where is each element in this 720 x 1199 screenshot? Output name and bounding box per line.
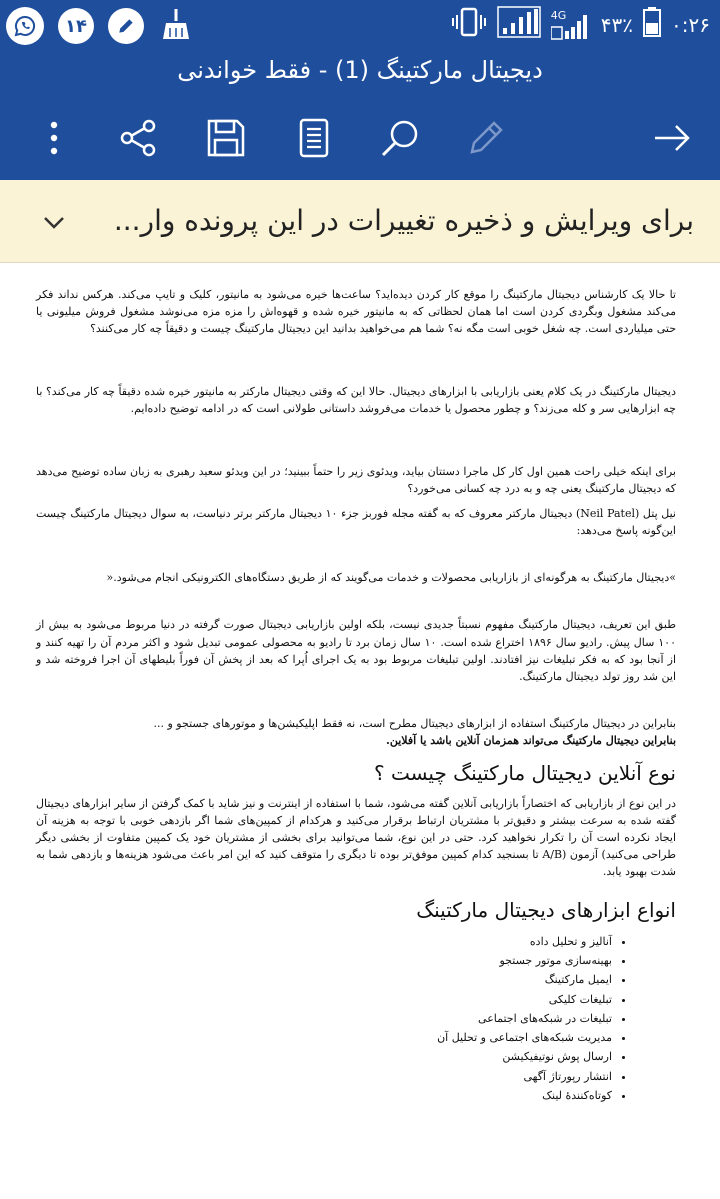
- battery-percent: ۴۳٪: [600, 12, 634, 37]
- paragraph: تا حالا یک کارشناس دیجیتال مارکتینگ را موقع کار کردن دیده‌اید؟ ساعت‌ها خیره می‌شود به مانیتور، کلیک و تایپ می‌کند. هرکس نداند فکر می‌کند مشغول وبگردی کردن است اما همان لحظاتی که به مانیتور خیره شده و قهوه‌اش را مزه مزه می‌نوشد مشغول فروش میلیونی یا حتی میلیاردی است. چه شغل خوبی است مگه نه؟ شما هم می‌خواهید بدانید این دیجیتال مارکتینگ چیست و دقیقاً چه کار می‌کنند؟: [36, 288, 676, 336]
- section-heading: نوع آنلاین دیجیتال مارکتینگ چیست ؟: [373, 760, 676, 785]
- cleaner-icon: [158, 6, 194, 46]
- quote-paragraph: »دیجیتال مارکتینگ به هرگونه‌ای از بازاریابی محصولات و خدمات می‌گویند که از طریق دستگاه‌های الکترونیکی انجام می‌شود.«: [106, 571, 676, 585]
- banner-message: برای ویرایش و ذخیره تغییرات در این پرونده وار...: [113, 204, 694, 237]
- list-item: • تبلیغات در شبکه‌های اجتماعی: [36, 1009, 612, 1028]
- section-heading: انواع ابزارهای دیجیتال مارکتینگ: [416, 897, 676, 922]
- document-title: دیجیتال مارکتینگ (1) - فقط خواندنی: [177, 56, 543, 84]
- share-icon[interactable]: [110, 110, 166, 166]
- paragraph: در این نوع از بازاریابی که اختصاراً بازاریابی آنلاین گفته می‌شود، شما با استفاده از اینترنت و نیز شاید با کمک گرفتن از سایر ابزارهای دیجیتال گفته شده به سرعت بیشتر و دقیق‌تر با مشتریان ارتباط برقرار می‌کنید و هرکدام از کمپین‌های شما اگر بازدهی خوبی با توجه به هزینه آن ایجاد نکرده است آن را تکرار نخواهید کرد. حتی در این نوع، شما می‌توانید برای بخشی از مشتریان خود یک کمپین متفاوت از بخشی دیگر طراحی می‌کنید) آزمون (A/B تا بسنجید کدام کمپین موفق‌تر بوده تا دیگری را متوقف کنید که این امر باعث می‌شود هزینه‌ها و بازدهی شما به شدت بهبود یابد.: [36, 796, 676, 878]
- list-item: • آنالیز و تحلیل داده: [36, 932, 612, 951]
- notification-badge: ۱۴: [58, 8, 94, 44]
- chevron-down-icon[interactable]: [38, 206, 70, 238]
- status-bar: [0, 0, 720, 50]
- toolbar: [0, 110, 720, 174]
- list-item: • مدیریت شبکه‌های اجتماعی و تحلیل آن: [36, 1028, 612, 1047]
- battery-icon: [643, 7, 661, 42]
- page-view-icon[interactable]: [286, 110, 342, 166]
- list-item: • بهینه‌سازی موتور جستجو: [36, 951, 612, 970]
- list-item: • ارسال پوش نوتیفیکیشن: [36, 1047, 612, 1066]
- signal-icon: [497, 6, 541, 43]
- save-icon[interactable]: [198, 110, 254, 166]
- paragraph: بنابراین در دیجیتال مارکتینگ استفاده از ابزارهای دیجیتال مطرح است، نه فقط اپلیکیشن‌ها و موتورهای جستجو و ...: [153, 716, 676, 730]
- list-item: • تبلیغات کلیکی: [36, 990, 612, 1009]
- tools-list: [36, 932, 676, 1105]
- read-only-banner[interactable]: [0, 180, 720, 263]
- bold-paragraph: بنابراین دیجیتال مارکتینگ می‌تواند همزمان آنلاین باشد یا آفلاین.: [386, 733, 676, 747]
- search-icon[interactable]: [372, 110, 428, 166]
- paragraph: برای اینکه خیلی راحت همین اول کار کل ماجرا دستتان بیاید، ویدئوی زیر را حتماً ببینید؛ در این ویدئو سعید رهبری به زبان ساده توضیح می‌دهد که دیجیتال مارکتینگ یعنی چه و به درد چه کسانی می‌خورد؟: [36, 465, 676, 496]
- list-item: • کوتاه‌کنندهٔ لینک: [36, 1086, 612, 1105]
- app-header: [0, 50, 720, 180]
- paragraph: نیل پتل (Neil Patel) دیجیتال مارکتر معروف که به گفته مجله فوربز جزء ۱۰ دیجیتال مارکتر برتر دنیاست، به سوال دیجیتال مارکتینگ چیست این‌گونه پاسخ می‌دهد:: [36, 507, 676, 538]
- paragraph: دیجیتال مارکتینگ در یک کلام یعنی بازاریابی با ابزارهای دیجیتال. حالا این که وقتی دیجیتال مارکتر به مانیتور خیره شده دقیقاً چه کار می‌کند؟ با چه ابزارهایی سر و کله می‌زند؟ و چطور محصول یا خدمات می‌فروشد داستانی طولانی است که در ادامه توضیح داده‌ایم.: [36, 385, 676, 416]
- list-item: • انتشار رپورتاژ آگهی: [36, 1067, 612, 1086]
- vibrate-icon: [451, 7, 487, 42]
- network-type-label: 4G: [550, 8, 567, 22]
- pencil-notification-icon: [108, 8, 144, 44]
- whatsapp-icon: [6, 7, 44, 45]
- list-item: • ایمیل مارکتینگ: [36, 970, 612, 989]
- document-body: [36, 286, 676, 1105]
- paragraph: طبق این تعریف، دیجیتال مارکتینگ مفهوم نسبتاً جدیدی نیست، بلکه اولین بازاریابی دیجیتال صورت گرفته در دنیا مربوط می‌شود به بیش از ۱۰۰ سال پیش. رادیو سال ۱۸۹۶ اختراع شده است. ۱۰ سال زمان برد تا رادیو به محصولی عمومی تبدیل شود و اکثر مردم آن را تهیه کنند و از آنجا بود که به فکر تبلیغات نیز افتادند. اولین تبلیغات مربوط بود به یک اجرای اُپرا که بعد از پخش آن فوراً بلیطهای آن اجرا فروخته شد و این شد روز تولد دیجیتال مارکتینگ.: [36, 618, 676, 683]
- arrow-forward-icon[interactable]: [644, 110, 700, 166]
- network-4g-icon: [551, 9, 591, 41]
- more-vert-icon[interactable]: [26, 110, 82, 166]
- pencil-icon[interactable]: [458, 110, 514, 166]
- clock: ۰:۲۶: [671, 12, 710, 37]
